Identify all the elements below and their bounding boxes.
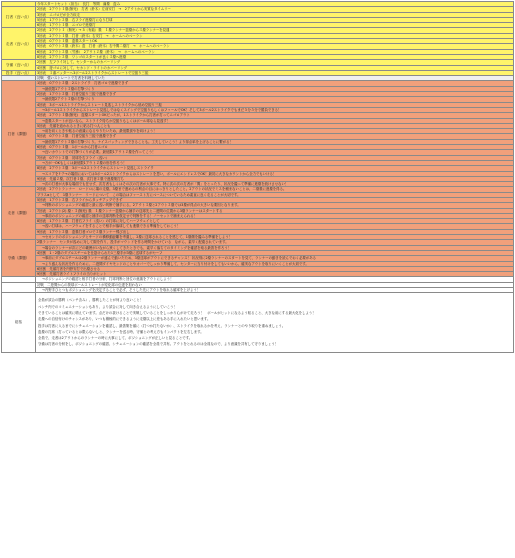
row-text: →万が一OKもしくは最低限1アウト２塁の形を作ろう！ (36, 160, 514, 165)
row-text: 9回表 1アウト２塁 盗塁打者ゴロで２塁ランナー飛び出し (36, 229, 514, 234)
summary-line: 投手は打者に入るまでにシチュエーションを確認し、最善策を頭に（打つか打たないか）、ストライクを取れるかを考え、ランナーとのやり取りを重ねましょう。 (38, 323, 286, 328)
summary-line: 全員で、走者は2アウトからのランナーの時に大事にして、ポジショニングが正しいと見ることです。 (38, 336, 193, 341)
row-text: 8回表 1アウト２塁 打者右フライ（浅い）の打球に対してハーフウェイとして (36, 219, 514, 224)
row-text: →浅い打球は、ハーフウェイをすることで相手が落球しても進塁できる準備をしておこう！ (36, 224, 514, 229)
summary-label: 総括 (2, 293, 36, 352)
row-text: 6回表 0アウト１塁 1ボールから打者ニゴロ (36, 145, 514, 150)
row-text: 1回表 0アウト２塁 2ストライク 打者ゴロで進塁できず (36, 81, 514, 86)
row-text: 3回表 ニゴロだが全力疾走 (36, 12, 514, 17)
section-label: 打者（良い点） (2, 7, 36, 28)
row-text: 初戦 二遊間からの挟球ボールストレートが変化球の伝達を担わない (36, 282, 514, 287)
row-text: →良いカウントでの打撃づくりが必要。最低限1アウト２塁を作ってこう！ (36, 150, 514, 155)
row-text: →次の打者が大事な場面でも任せず、次打者もしくはその次の打者が大事です。特に次の次の打者が「間」をとったり、状況を鑑って準備に進塁を続けさせない！ (36, 182, 514, 187)
row-text: 今年スタートセット（担当） 長打 等間 満塁 盗み (36, 2, 514, 7)
row-text: →盗塁スタートが良いなら、ストライク待ちか空振りもしくはボール球なら見逃す！ (36, 118, 514, 123)
section-label: 投手（良い点） (2, 70, 36, 75)
row-text: →スコアを↑テ→の場面においては3ボール2ストライクからはストレートを思い、ボールにエンドレスでOK！最初に大きなカウントから全力でもいける！ (36, 171, 514, 176)
summary-line: 走塁への自信付けのチャンスがあり、いつも積極的にできるように走塁以上に差もある手に入れたいと思います。 (38, 317, 211, 322)
row-text: 8回表 2アウト３塁 3ボール2ストライクからストレート見逃しストライク (36, 166, 514, 171)
summary-line: 盗塁の打席（打っているとは限らないしと、ランナーを送る時、守備との考え方もインパクトを左右します。 (38, 329, 204, 334)
summary-text (36, 293, 514, 352)
row-text: 4回表 2アウト１塁(無死) 盗塁スタートOKだったが、1ストライクから打者が打ってニゴロアウト (36, 113, 514, 118)
row-text: 6回裏 先頭打者を内野安打で出塁させる (36, 266, 514, 271)
row-text: →セカンドのポジショニングとサードの横移動距離を考慮し、2塁に送球されることを感じて、1塁側を鑑みる準備をしよう！ (36, 235, 514, 240)
row-text: 9回表 先頭２塁、次打者１塁、次打者２塁で進塁策打ち (36, 176, 514, 181)
row-text: →最低限2アウト３塁の打撃づくり (36, 97, 514, 102)
row-text: 2塁ランナー センタが浅めに対して隙を作り、投手がマウンドを作る時間をかけている ながら、素早く配慮されています。 (36, 240, 514, 245)
review-table (1, 1, 514, 353)
row-text: 6回表 2アウト２塁（労務） 2アウト２塁（鈴木） → ホームへのベーラン (36, 49, 514, 54)
row-text: →最低限1アウト３塁の打撃づくり。ナイスバッティングできることも。工夫していこう！より得点率を上げることに繋がる！ (36, 139, 514, 144)
row-text: 5回表 先頭を追われるときに粘る打つ人ことも (36, 123, 514, 128)
row-text: →内野手ひとつもポジショニングを決定することで必ず、そうした先にアウトを取れる確率を上げよう！ (36, 288, 514, 293)
row-text: →判断のポジショニングの確認と最に浅い判断で捕手にる。2アウト３塁と2アウト２塁では3塁が得点の大きいな要因となります。 (36, 203, 514, 208)
row-text: →最低限1アウト３塁の打撃づくり (36, 86, 514, 91)
row-text: 9回裏 先頭打者ライトフライの当りがヒット (36, 272, 514, 277)
row-text: 4回裏 1・2塁のダブルスチールを仕掛けられた1三塁手が3塁に送球するがセーフ (36, 250, 514, 255)
summary-line: 全員が試合の勝利（ベンチ含み）、勝利したことが何より良いこと！ (38, 298, 144, 303)
section-label (2, 282, 36, 293)
row-text: →場合のランナーが次にどの範囲がいながら狭くしてきたときでも、素早く落ちてのタイミングを確認を取る最善を作ろう！ (36, 245, 514, 250)
row-text: 4回表 3ボール1ストライクからストレート見逃しストライクから低め空振り三振 (36, 102, 514, 107)
row-text: 2回表 2アウト１塁(無死) 打者（鈴木）左前安打 → 2アウトから実質なタイムリー (36, 7, 514, 12)
row-text: →事前にダブルスチールは2塁ランナーが盛んで動いたため、3塁送球がアウトにできるチャンス！ 状況別に2塁ランナーのスタートを見て、ランナーの動きを読んでおく必要がある (36, 256, 514, 261)
summary-row (2, 293, 514, 352)
row-text: 5回表 1アウト２塁 右フライからタッチアップできず (36, 197, 514, 202)
row-text: 5回表 0アウト２塁（鈴木）盗 打者（鈴木）右中間二塁打 → ホームへのベーラン (36, 44, 514, 49)
row-text: 4回表 0アウト１塁 盗塁スタートOK (36, 39, 514, 44)
summary-line: できていることは確実に増えています。点だけの抜けることで実戦していることをしっかり心がけて走ろう！ ボールがヒットになるよう粘ること、大きな前にする最大化をしよう！ (38, 310, 316, 315)
section-label: 守備（良い点） (2, 60, 36, 71)
row-text: 2回表 2アウト１（無死）→ 3（有能）塁 １塁ランナー盗塁から３塁ランナーを見通 (36, 28, 514, 33)
row-text: 6回表 1アウト１塁 ニゴロで進塁打 (36, 23, 514, 28)
row-text: 初戦 強いストレートで打者を料理していた (36, 76, 514, 81)
section-label: 打者（課題） (2, 81, 36, 187)
row-text: 2回表 2アウトランナー ロードロに場の走塁。3塁まで進めるの利点の目にはっきりとしたこと。2アウトの状況でミスを頼まないことは、二塁塁に進塁を得る。 (36, 187, 514, 192)
row-text: 4回裏 遊ゴロに対して、セカンド・ライトのカバーリング (36, 65, 514, 70)
row-text: →前を向くときや粘るの意識になるやりたいため、最低限食やを向けよう！ (36, 129, 514, 134)
summary-line: ベンチ内でのコミュニケーションもあり、より試合に対して向き合えるようにしていこう！ (38, 304, 177, 309)
row-text: 7回表 2アウト(2) 塁・３(無死) 塁 １塁ランナー盗塁から捕手の送球先と二遊間の位置から3塁ランナーはスタートする (36, 208, 514, 213)
row-text: 3回表 １番バッターへ3ボール2ストライクからストレートで空振り三振 (36, 70, 514, 75)
row-text: 3回表 2アウト１塁 打者（鈴木）右安打 → ホームへのベーラン (36, 33, 514, 38)
section-label: 走者（課題） (2, 187, 36, 240)
row-text: プラスαとして 1塁ランナー リードについて この場合はファースト方にベースについているため素直に良く走ることが大切です。 (36, 192, 514, 197)
row-text: →ポジショニングの確認と相手打者の分析、打球判断と回位の意識をアウトにしよう！ (36, 277, 514, 282)
row-text: →事前のポジショニングの確認と捕手の送球判断を仮定せで判断をする！ノーセットで捕まえられる！ (36, 213, 514, 218)
row-text: 5回表 0アウト２塁 打者空振り三振で進塁できず (36, 134, 514, 139)
row-text: 8回表 2アウト２塁 ワンゴのスタートが良く３塁へ進塁 (36, 54, 514, 59)
section-label: 守備（課題） (2, 240, 36, 277)
row-text: →より盛んな状況を作るために、二遊間ダイヤモンドのことやカバーでしっかり準備して、センターに当り付けをしてもいいから、確実なアウトを取りにいくことが大切です。 (36, 261, 514, 266)
section-label: 走者（良い点） (2, 28, 36, 60)
row-text: 2回裏 左フライ対して、センターからのカバーリング (36, 60, 514, 65)
row-text: 7回表 0アウト２塁 初球を右フライ（浅い） (36, 155, 514, 160)
row-text: 2回表 1アウト２塁 打者空振り三振で進塁できず (36, 92, 514, 97)
row-text: 5回表 1アウト２塁 右フライ進塁打になり打球 (36, 17, 514, 22)
row-text: →3ボール1ストライクからストレート見逃しではなくスイングで空振りもしくはファールでOK！そして3ボール2ストライクでもまだ５分５分で勝負できる！ (36, 107, 514, 112)
summary-line: 守備は打者の分析をし、ポジショニングの確認、シチュエーションの確認を全員で共有。アウトをとれるのは全員なので、より意識を共有して守りましょう！ (38, 342, 279, 347)
